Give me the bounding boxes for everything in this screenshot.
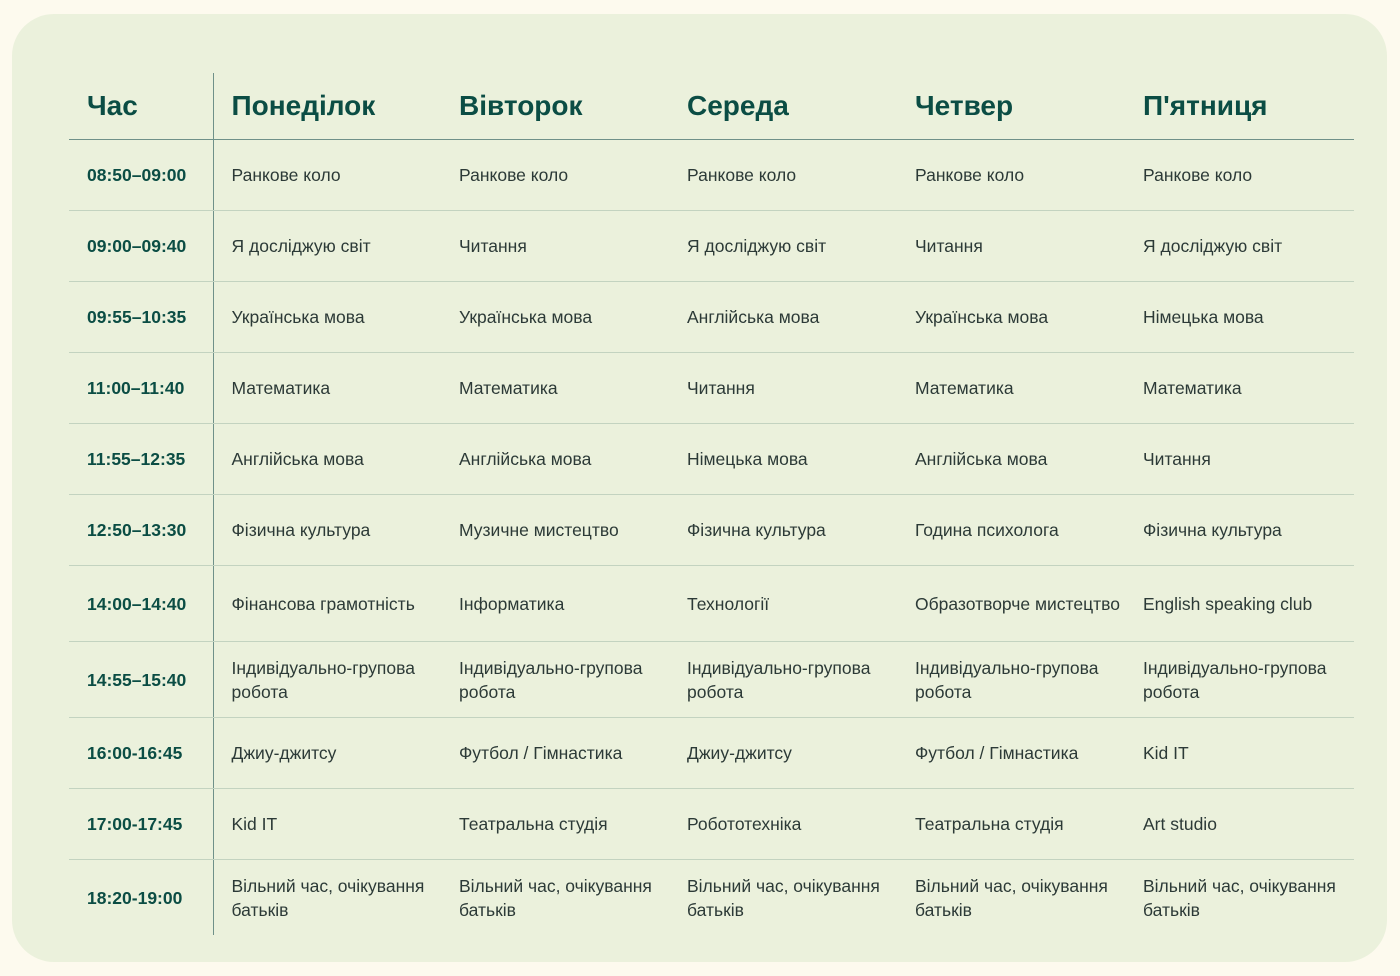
lesson-cell: Ранкове коло xyxy=(669,140,897,211)
lesson-cell: Театральна студія xyxy=(441,789,669,860)
lesson-cell: Інформатика xyxy=(441,566,669,642)
lesson-cell: Вільний час, очікування батьків xyxy=(1143,875,1336,920)
lesson-cell: Читання xyxy=(897,211,1125,282)
lesson-cell: Kid IT xyxy=(1125,718,1354,789)
lesson-cell: Джиу-джитсу xyxy=(669,718,897,789)
lesson-cell: Англійська мова xyxy=(669,282,897,353)
lesson-cell: Вільний час, очікування батьків xyxy=(231,875,425,920)
lesson-cell: Джиу-джитсу xyxy=(213,718,441,789)
table-row xyxy=(69,718,1354,789)
time-cell: 14:55–15:40 xyxy=(69,642,213,718)
header-wednesday: Середа xyxy=(669,73,897,140)
lesson-cell: Німецька мова xyxy=(669,424,897,495)
lesson-cell: Робототехніка xyxy=(669,789,897,860)
lesson-cell: Театральна студія xyxy=(897,789,1125,860)
time-cell: 08:50–09:00 xyxy=(69,140,213,211)
lesson-cell: Українська мова xyxy=(897,282,1125,353)
lesson-cell: Англійська мова xyxy=(441,424,669,495)
table-row xyxy=(69,140,1354,211)
table-row xyxy=(69,424,1354,495)
lesson-cell: Індивідуально-групова робота xyxy=(1125,642,1354,718)
lesson-cell: Математика xyxy=(1125,353,1354,424)
lesson-cell: Індивідуально-групова робота xyxy=(897,642,1125,718)
time-cell: 11:00–11:40 xyxy=(69,353,213,424)
header-row xyxy=(69,73,1354,140)
lesson-cell: Індивідуально-групова робота xyxy=(669,642,897,718)
lesson-cell: Година психолога xyxy=(897,495,1125,566)
lesson-cell: Індивідуально-групова робота xyxy=(213,642,441,718)
lesson-cell: Я досліджую світ xyxy=(669,211,897,282)
lesson-cell: Образотворче мистецтво xyxy=(897,566,1125,642)
table-row xyxy=(69,211,1354,282)
header-tuesday: Вівторок xyxy=(441,73,669,140)
lesson-cell: Футбол / Гімнастика xyxy=(897,718,1125,789)
lesson-cell: Ранкове коло xyxy=(441,140,669,211)
lesson-cell: Математика xyxy=(213,353,441,424)
lesson-cell: Я досліджую світ xyxy=(213,211,441,282)
lesson-cell: Фізична культура xyxy=(213,495,441,566)
table-row xyxy=(69,495,1354,566)
time-cell: 12:50–13:30 xyxy=(69,495,213,566)
lesson-cell: Англійська мова xyxy=(213,424,441,495)
lesson-cell: Фізична культура xyxy=(1125,495,1354,566)
header-time: Час xyxy=(69,73,213,140)
lesson-cell: Kid IT xyxy=(213,789,441,860)
lesson-cell: Вільний час, очікування батьків xyxy=(459,875,652,920)
time-cell: 18:20-19:00 xyxy=(69,860,213,936)
table-row xyxy=(69,789,1354,860)
header-monday: Понеділок xyxy=(213,73,441,140)
table-row xyxy=(69,642,1354,718)
lesson-cell: Музичне мистецтво xyxy=(441,495,669,566)
lesson-cell: Вільний час, очікування батьків xyxy=(687,875,880,920)
lesson-cell: Вільний час, очікування батьків xyxy=(915,875,1108,920)
lesson-cell: Фінансова грамотність xyxy=(213,566,441,642)
time-cell: 11:55–12:35 xyxy=(69,424,213,495)
time-cell: 16:00-16:45 xyxy=(69,718,213,789)
lesson-cell: Математика xyxy=(441,353,669,424)
lesson-cell: Математика xyxy=(897,353,1125,424)
table-row xyxy=(69,282,1354,353)
lesson-cell: English speaking club xyxy=(1125,566,1354,642)
lesson-cell: Ранкове коло xyxy=(897,140,1125,211)
table-row xyxy=(69,860,1354,936)
lesson-cell: Я досліджую світ xyxy=(1125,211,1354,282)
lesson-cell: Індивідуально-групова робота xyxy=(441,642,669,718)
table-row xyxy=(69,353,1354,424)
table-row xyxy=(69,566,1354,642)
lesson-cell: Читання xyxy=(441,211,669,282)
lesson-cell: Читання xyxy=(1125,424,1354,495)
lesson-cell: Фізична культура xyxy=(669,495,897,566)
time-cell: 14:00–14:40 xyxy=(69,566,213,642)
lesson-cell: Німецька мова xyxy=(1125,282,1354,353)
schedule-table xyxy=(69,73,1354,935)
header-friday: П'ятниця xyxy=(1125,73,1354,140)
time-cell: 09:00–09:40 xyxy=(69,211,213,282)
lesson-cell: Читання xyxy=(669,353,897,424)
lesson-cell: Українська мова xyxy=(213,282,441,353)
time-cell: 17:00-17:45 xyxy=(69,789,213,860)
time-cell: 09:55–10:35 xyxy=(69,282,213,353)
lesson-cell: Українська мова xyxy=(441,282,669,353)
header-thursday: Четвер xyxy=(897,73,1125,140)
lesson-cell: Art studio xyxy=(1125,789,1354,860)
lesson-cell: Ранкове коло xyxy=(213,140,441,211)
schedule-card xyxy=(12,14,1387,962)
lesson-cell: Технології xyxy=(669,566,897,642)
lesson-cell: Ранкове коло xyxy=(1125,140,1354,211)
lesson-cell: Футбол / Гімнастика xyxy=(441,718,669,789)
lesson-cell: Англійська мова xyxy=(897,424,1125,495)
